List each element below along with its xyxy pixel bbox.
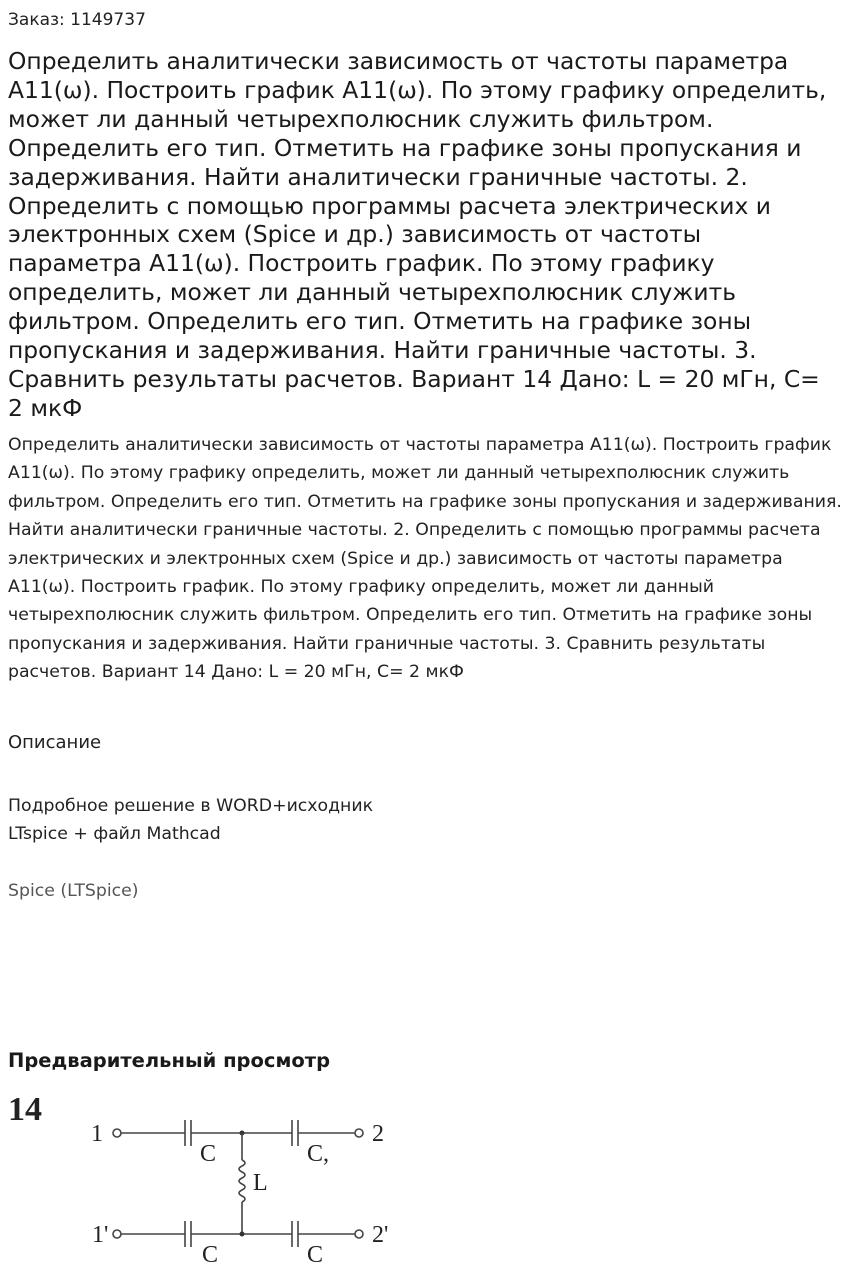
preview-heading: Предварительный просмотр (8, 1049, 331, 1072)
capacitor-label-top-left: C (200, 1141, 217, 1167)
circuit-schematic (0, 1082, 420, 1272)
capacitor-label-top-right: C, (307, 1141, 330, 1167)
terminal-label-1: 1 (91, 1121, 103, 1147)
terminal-label-1-prime: 1' (92, 1222, 109, 1248)
description-line-1: Подробное решение в WORD+исходник (8, 796, 374, 816)
task-title: Определить аналитически зависимость от частоты параметра A11(ω). Построить график A11(ω). По этому графику определить, может ли данный четырехполюсник служить фильтром. Определить его тип. Отметить на графике зоны пропускания и задерживания. Найти аналитически граничные частоты. 2. Определить с помощью программы расчета электрических и электронных схем (Spice и др.) зависимость от частоты параметра A11(ω). Построить график. По этому графику определить, может ли данный четырехполюсник служить фильтром. Определить его тип. Отметить на графике зоны пропускания и задерживания. Найти граничные частоты. 3. Сравнить результаты расчетов. Вариант 14 Дано: L = 20 мГн, C= 2 мкФ (8, 47, 827, 422)
bottom-rail (113, 1221, 363, 1247)
inductor (239, 1133, 245, 1234)
bottom-junction-dot (240, 1232, 245, 1237)
terminal-label-2: 2 (372, 1121, 384, 1147)
capacitor-label-bottom-right: C (307, 1242, 324, 1268)
variant-number: 14 (8, 1091, 42, 1128)
software-label: Spice (LTSpice) (8, 881, 139, 901)
capacitor-label-bottom-left: C (202, 1242, 219, 1268)
task-body-text: Определить аналитически зависимость от частоты параметра A11(ω). Построить график A11(ω). По этому графику определить, может ли данный четырехполюсник служить фильтром. Определить его тип. Отметить на графике зоны пропускания и задерживания. Найти аналитически граничные частоты. 2. Определить с помощью программы расчета электрических и электронных схем (Spice и др.) зависимость от частоты параметра A11(ω). Построить график. По этому графику определить, может ли данный четырехполюсник служить фильтром. Определить его тип. Отметить на графике зоны пропускания и задерживания. Найти граничные частоты. 3. Сравнить результаты расчетов. Вариант 14 Дано: L = 20 мГн, C= 2 мкФ (8, 435, 842, 683)
terminal-label-2-prime: 2' (372, 1222, 389, 1248)
description-heading: Описание (8, 732, 102, 753)
order-number: Заказ: 1149737 (8, 10, 146, 30)
inductor-label: L (253, 1170, 268, 1196)
description-line-2: LTspice + файл Mathcad (8, 824, 221, 844)
